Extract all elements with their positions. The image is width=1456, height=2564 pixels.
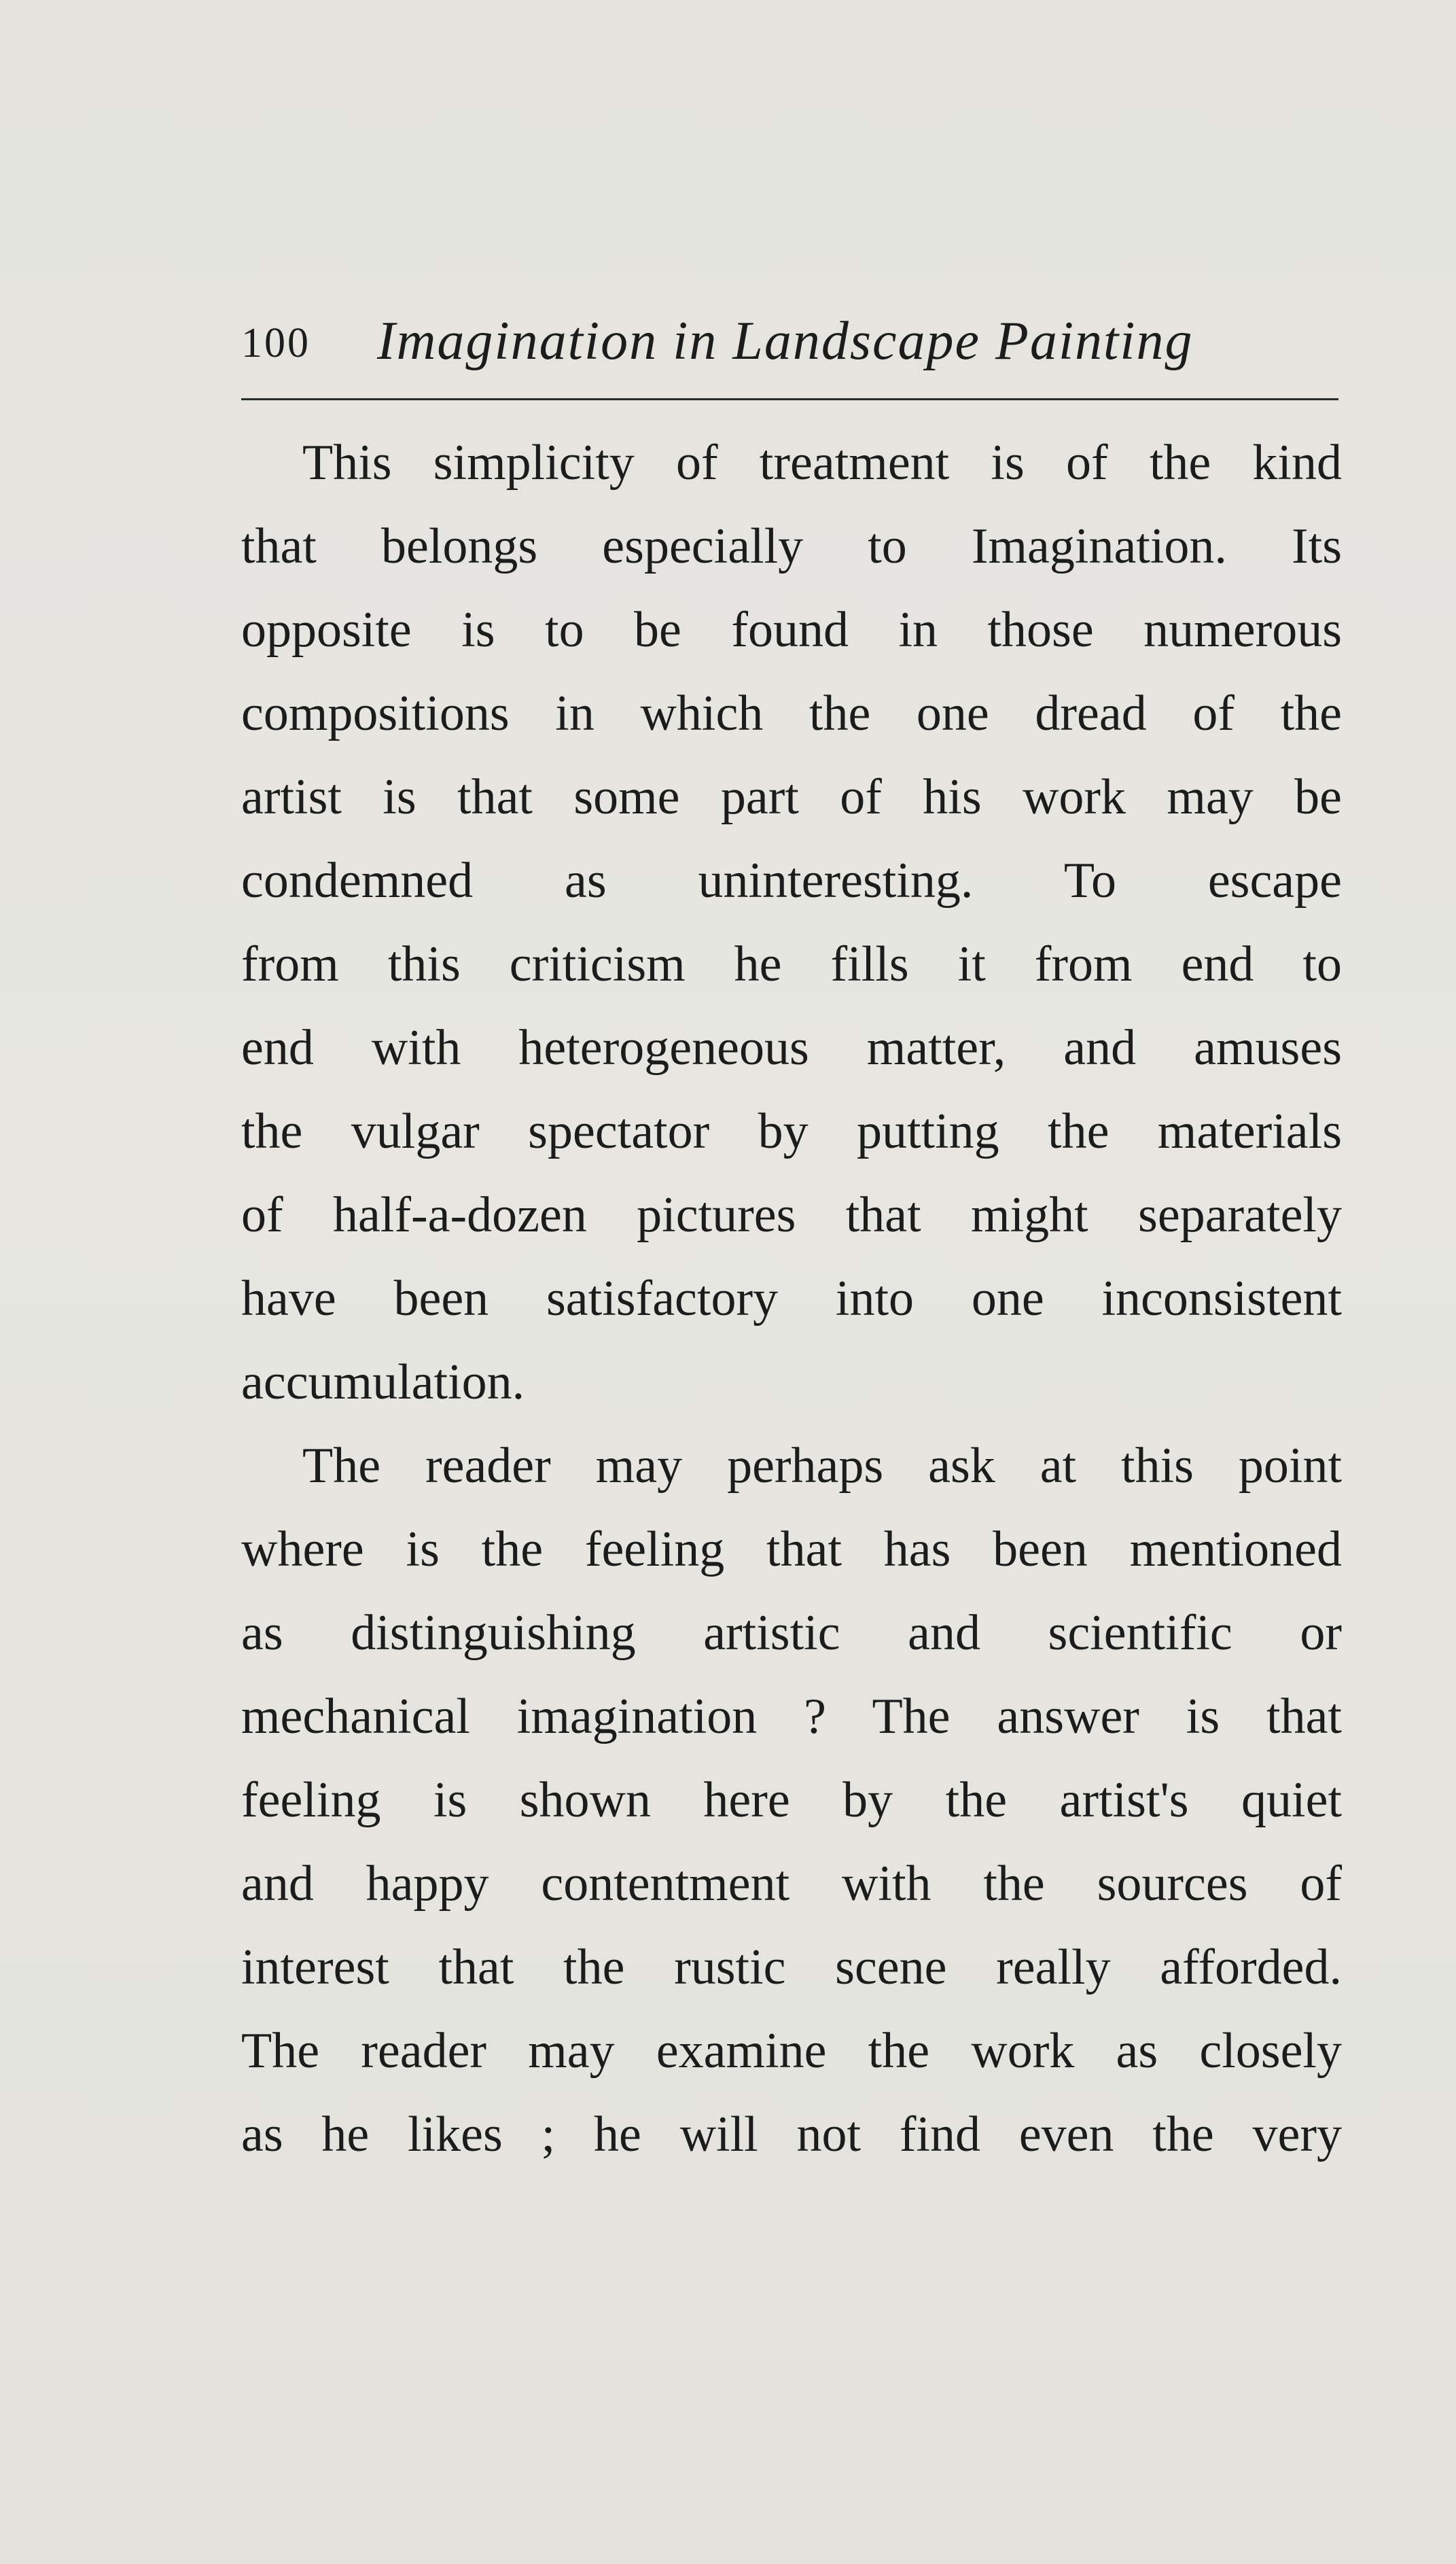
text-line: as he likes ; he will not find even the very [241,2107,1342,2162]
text-line: feeling is shown here by the artist's quiet [241,1772,1342,1828]
text-line: The reader may perhaps ask at this point [302,1438,1342,1494]
text-line: and happy contentment with the sources of [241,1856,1342,1912]
running-title: Imagination in Landscape Painting [377,311,1194,371]
text-line: have been satisfactory into one inconsistent [241,1271,1342,1327]
paragraph-2 [241,1424,1342,2177]
body-text [241,421,1342,2177]
page-number: 100 [241,320,310,366]
text-line: mechanical imagination ? The answer is that [241,1689,1342,1744]
text-line: This simplicity of treatment is of the kind [302,435,1342,491]
text-line: artist is that some part of his work may be [241,769,1342,825]
text-line: interest that the rustic scene really afforded. [241,1939,1342,1995]
text-line: of half-a-dozen pictures that might separately [241,1187,1342,1243]
text-line: The reader may examine the work as closely [241,2023,1342,2079]
text-line: opposite is to be found in those numerous [241,602,1342,658]
text-line: accumulation. [241,1354,525,1410]
text-line: condemned as uninteresting. To escape [241,853,1342,909]
text-line: as distinguishing artistic and scientific or [241,1605,1342,1661]
text-line: end with heterogeneous matter, and amuses [241,1020,1342,1076]
text-line: where is the feeling that has been mentioned [241,1522,1342,1577]
paragraph-1 [241,421,1342,1424]
text-line: that belongs especially to Imagination. Its [241,519,1342,574]
text-line: from this criticism he fills it from end to [241,936,1342,992]
page-header [241,302,1338,384]
text-line: the vulgar spectator by putting the materials [241,1104,1342,1159]
text-line: compositions in which the one dread of the [241,686,1342,741]
header-rule [241,398,1338,400]
